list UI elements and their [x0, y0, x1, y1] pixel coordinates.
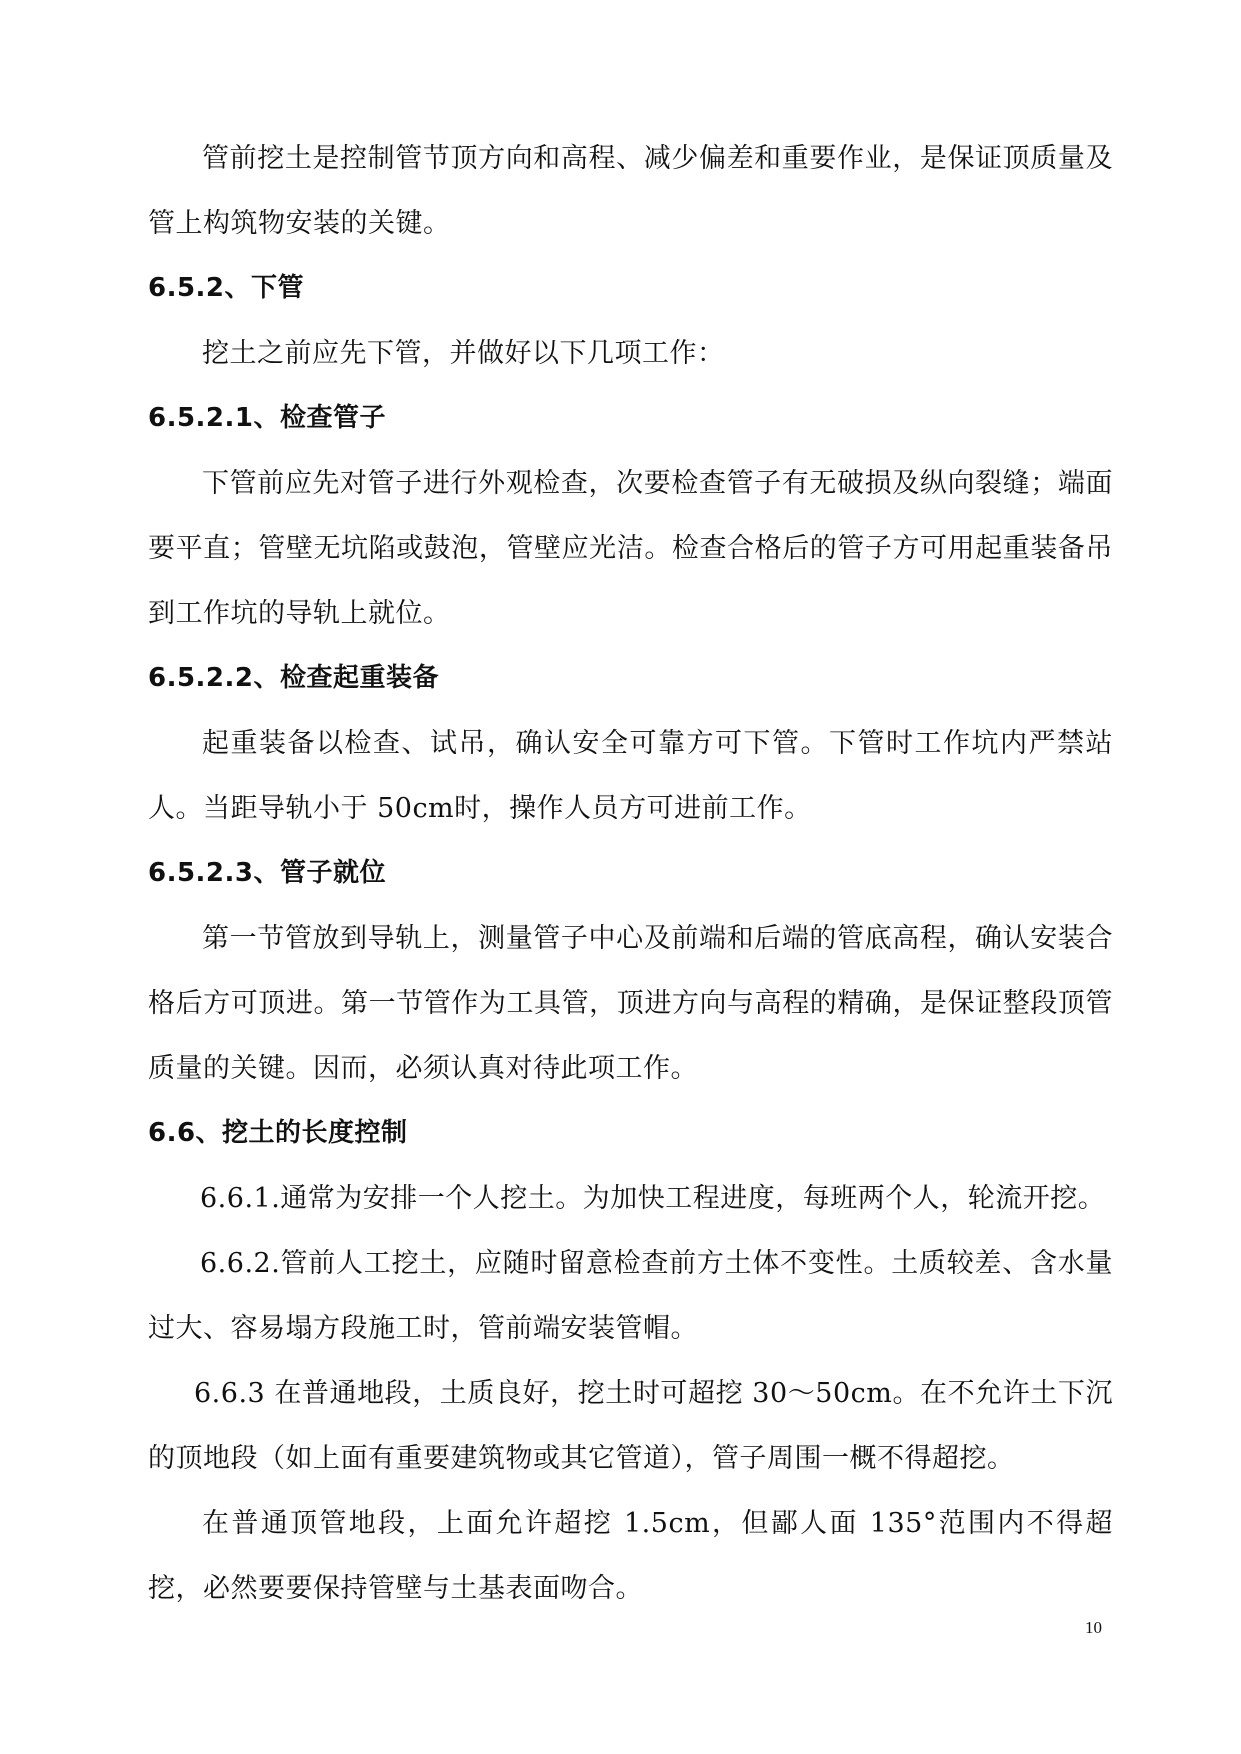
- paragraph: 管前挖土是控制管节顶方向和高程、减少偏差和重要作业，是保证顶质量及管上构筑物安装的关键。: [148, 143, 1113, 239]
- section-heading: 6.5.2.2、检查起重装备: [148, 663, 439, 693]
- section-heading: 6.6、挖土的长度控制: [148, 1118, 408, 1148]
- paragraph: 6.6.3 在普通地段，土质良好，挖土时可超挖 30～50cm。在不允许土下沉的顶地段（如上面有重要建筑物或其它管道），管子周围一概不得超挖。: [148, 1378, 1113, 1474]
- paragraph: 在普通顶管地段，上面允许超挖 1.5cm，但鄙人面 135°范围内不得超挖，必然要要保持管壁与土基表面吻合。: [148, 1508, 1113, 1604]
- paragraph: 6.6.2.管前人工挖土，应随时留意检查前方土体不变性。土质较差、含水量过大、容易塌方段施工时，管前端安装管帽。: [148, 1248, 1113, 1344]
- section-heading: 6.5.2.1、检查管子: [148, 403, 386, 433]
- paragraph: 起重装备以检查、试吊，确认安全可靠方可下管。下管时工作坑内严禁站人。当距导轨小于 50cm时，操作人员方可进前工作。: [148, 728, 1113, 824]
- section-heading: 6.5.2、下管: [148, 273, 305, 303]
- paragraph: 下管前应先对管子进行外观检查，次要检查管子有无破损及纵向裂缝；端面要平直；管壁无坑陷或鼓泡，管壁应光洁。检查合格后的管子方可用起重装备吊到工作坑的导轨上就位。: [148, 468, 1113, 629]
- page-number: 10: [1085, 1618, 1102, 1637]
- page-body: [148, 126, 1113, 1621]
- paragraph: 第一节管放到导轨上，测量管子中心及前端和后端的管底高程，确认安装合格后方可顶进。第一节管作为工具管，顶进方向与高程的精确，是保证整段顶管质量的关键。因而，必须认真对待此项工作。: [148, 923, 1113, 1084]
- paragraph: 挖土之前应先下管，并做好以下几项工作：: [202, 338, 725, 369]
- paragraph: 6.6.1.通常为安排一个人挖土。为加快工程进度，每班两个人，轮流开挖。: [200, 1183, 1106, 1214]
- section-heading: 6.5.2.3、管子就位: [148, 858, 386, 888]
